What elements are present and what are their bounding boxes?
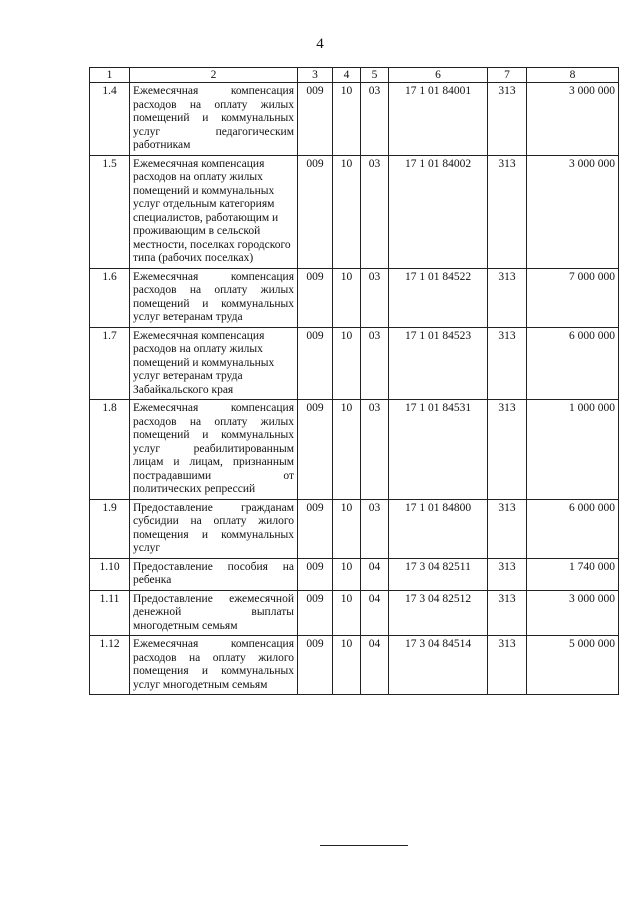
target-article-code: 17 1 01 84531 [389,400,488,500]
section-code: 10 [333,155,361,268]
column-header: 3 [298,68,333,83]
section-code: 10 [333,499,361,558]
column-header: 7 [488,68,527,83]
footnote-divider [320,845,408,846]
table-row [90,268,619,327]
amount: 3 000 000 [527,155,619,268]
table-row [90,83,619,156]
amount: 1 000 000 [527,400,619,500]
expense-type-code: 313 [488,268,527,327]
row-number: 1.5 [90,155,130,268]
table-header-row [90,68,619,83]
ministry-code: 009 [298,499,333,558]
subsection-code: 04 [361,590,389,636]
expense-name: Ежемесячная компенсация расходов на оплату жилых помещений и коммунальных услуг ветеранам труда Забайкальского края [130,327,298,400]
target-article-code: 17 3 04 82511 [389,558,488,590]
subsection-code: 03 [361,327,389,400]
expense-name: Ежемесячная компенсация расходов на оплату жилого помещения и коммунальных услуг многодетным семьям [130,636,298,695]
table-row [90,155,619,268]
table-row [90,636,619,695]
expense-name: Ежемесячная компенсация расходов на оплату жилых помещений и коммунальных услуг реабилитированным лицам и лицам, признанным пострадавшими от политических репрессий [130,400,298,500]
table-row [90,400,619,500]
expense-type-code: 313 [488,155,527,268]
expense-name: Ежемесячная компенсация расходов на оплату жилых помещений и коммунальных услуг педагогическим работникам [130,83,298,156]
ministry-code: 009 [298,558,333,590]
expense-name: Предоставление ежемесячной денежной выплаты многодетным семьям [130,590,298,636]
column-header: 4 [333,68,361,83]
table-row [90,590,619,636]
amount: 6 000 000 [527,499,619,558]
section-code: 10 [333,400,361,500]
subsection-code: 03 [361,83,389,156]
target-article-code: 17 1 01 84001 [389,83,488,156]
column-header: 2 [130,68,298,83]
ministry-code: 009 [298,327,333,400]
subsection-code: 03 [361,268,389,327]
ministry-code: 009 [298,400,333,500]
row-number: 1.9 [90,499,130,558]
expense-name: Ежемесячная компенсация расходов на оплату жилых помещений и коммунальных услуг ветеранам труда [130,268,298,327]
subsection-code: 04 [361,558,389,590]
amount: 7 000 000 [527,268,619,327]
row-number: 1.6 [90,268,130,327]
budget-table [89,67,619,695]
subsection-code: 03 [361,155,389,268]
expense-name: Предоставление гражданам субсидии на оплату жилого помещения и коммунальных услуг [130,499,298,558]
section-code: 10 [333,636,361,695]
amount: 1 740 000 [527,558,619,590]
ministry-code: 009 [298,636,333,695]
section-code: 10 [333,268,361,327]
amount: 5 000 000 [527,636,619,695]
amount: 6 000 000 [527,327,619,400]
ministry-code: 009 [298,83,333,156]
ministry-code: 009 [298,590,333,636]
ministry-code: 009 [298,155,333,268]
expense-name: Ежемесячная компенсация расходов на оплату жилых помещений и коммунальных услуг отдельным категориям специалистов, работающим и проживающим в сельской местности, поселках городского типа (рабочих поселках) [130,155,298,268]
target-article-code: 17 1 01 84523 [389,327,488,400]
expense-type-code: 313 [488,636,527,695]
target-article-code: 17 1 01 84522 [389,268,488,327]
expense-type-code: 313 [488,400,527,500]
amount: 3 000 000 [527,590,619,636]
amount: 3 000 000 [527,83,619,156]
target-article-code: 17 3 04 82512 [389,590,488,636]
row-number: 1.7 [90,327,130,400]
row-number: 1.10 [90,558,130,590]
expense-name: Предоставление пособия на ребенка [130,558,298,590]
column-header: 6 [389,68,488,83]
row-number: 1.4 [90,83,130,156]
section-code: 10 [333,83,361,156]
page-number: 4 [316,36,324,52]
column-header: 5 [361,68,389,83]
expense-type-code: 313 [488,558,527,590]
target-article-code: 17 3 04 84514 [389,636,488,695]
table-row [90,499,619,558]
section-code: 10 [333,558,361,590]
table-row [90,327,619,400]
subsection-code: 03 [361,499,389,558]
target-article-code: 17 1 01 84800 [389,499,488,558]
expense-type-code: 313 [488,499,527,558]
ministry-code: 009 [298,268,333,327]
expense-type-code: 313 [488,327,527,400]
column-header: 1 [90,68,130,83]
table-row [90,558,619,590]
expense-type-code: 313 [488,83,527,156]
column-header: 8 [527,68,619,83]
target-article-code: 17 1 01 84002 [389,155,488,268]
section-code: 10 [333,327,361,400]
row-number: 1.12 [90,636,130,695]
expense-type-code: 313 [488,590,527,636]
row-number: 1.11 [90,590,130,636]
subsection-code: 04 [361,636,389,695]
row-number: 1.8 [90,400,130,500]
section-code: 10 [333,590,361,636]
subsection-code: 03 [361,400,389,500]
